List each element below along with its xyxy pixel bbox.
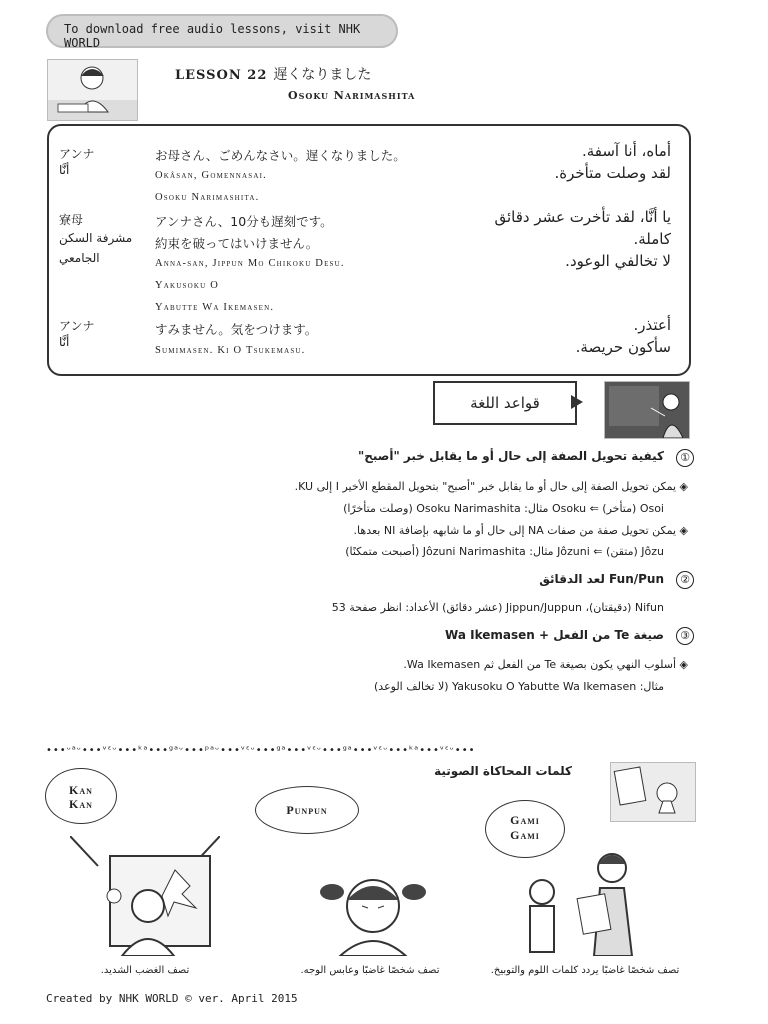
speaker-anna-2 (59, 318, 95, 350)
onomatopoeia-title: كلمات المحاكاة الصوتية (434, 764, 572, 778)
line-3-romaji: Sumimasen. Ki O Tsukemasu. (155, 345, 306, 356)
speaker-name-ar: أنَّا (59, 335, 70, 349)
grammar-heading-2: Fun/Pun لعد الدقائق (539, 572, 664, 586)
line-2-japanese-a: アンナさん、10分も遅刻です。 (155, 214, 333, 229)
arabic-line-7: سأكون حريصة. (575, 338, 671, 356)
arabic-line-2: لقد وصلت متأخرة. (554, 164, 671, 182)
speaker-name-ar: أنَّا (59, 163, 70, 177)
grammar-heading-3: صيغة Te من الفعل + Wa Ikemasen (445, 628, 664, 642)
arabic-line-3: يا أنَّا، لقد تأخرت عشر دقائق (494, 208, 671, 226)
bubble-text: Gami Gami (510, 813, 540, 842)
line-1-romaji-b: Osoku Narimashita. (155, 192, 260, 203)
grammar-example-1: Osoi (متأخر) ⇐ Osoku مثال: Osoku Narimashita (وصلت متأخرًا) (343, 502, 664, 515)
speech-bubble-kankan (45, 768, 117, 824)
grammar-heading-1: كيفية تحويل الصفة إلى حال أو ما يقابل خبر "أصبح" (357, 449, 664, 463)
line-2-romaji-c: Yabutte Wa Ikemasen. (155, 302, 275, 313)
grammar-example-2: Jôzu (متقن) ⇐ Jôzuni مثال: Jôzuni Narimashita (أصبحت متمكنًا) (345, 545, 664, 558)
caption-gamigami: تصف شخصًا غاضبًا يردد كلمات اللوم والتوبيخ. (490, 965, 680, 976)
arabic-line-6: أعتذر. (633, 316, 671, 334)
lesson-number: LESSON 22 (175, 68, 268, 83)
dialog-box (47, 124, 691, 376)
header-illustration (47, 59, 138, 121)
number-1-icon: ① (676, 449, 694, 467)
teacher-illustration (604, 381, 690, 439)
footer-credit: Created by NHK WORLD © ver. April 2015 (46, 992, 298, 1005)
arabic-line-4: كاملة. (633, 230, 671, 248)
decorative-divider: •••ᵕᵃᵕ•••ᵛᵋᵕ•••ᵏᵃ•••ᵍᵃᵕ•••ᵖᵃᵕ•••ᵛᵋᵕ•••ᵍᵃ•••ᵛᵋᵕ•••ᵍᵃ•••ᵛᵋᵕ•••ᵏᵃ•••ᵛᵋᵕ••• (46, 745, 476, 756)
pouting-girl-illustration (318, 860, 428, 956)
bubble-text: Punpun (286, 803, 328, 817)
lesson-title-japanese: 遅くなりました (273, 67, 372, 83)
speech-pointer-icon (571, 395, 583, 409)
line-3-japanese: すみません。気をつけます。 (155, 322, 318, 337)
number-2-icon: ② (676, 571, 694, 589)
speaker-name-ar: مشرفة السكن الجامعي (59, 231, 133, 265)
line-2-romaji-b: Yakusoku O (155, 280, 220, 291)
speaker-name-jp: 寮母 (59, 213, 84, 227)
speech-bubble-punpun (255, 786, 359, 834)
line-1-japanese: お母さん、ごめんなさい。遅くなりました。 (155, 148, 406, 163)
lesson-title-romaji: Osoku Narimashita (288, 89, 416, 102)
line-2-japanese-b: 約束を破ってはいけません。 (155, 236, 319, 251)
angry-man-illustration (70, 836, 220, 956)
banner-text: To download free audio lessons, visit NHK WORLD (64, 22, 361, 50)
line-2-romaji-a: Anna-san, Jippun Mo Chikoku Desu. (155, 258, 345, 269)
scolding-mother-illustration (520, 846, 660, 956)
grammar-bullet-3: ◈ أسلوب النهي يكون بصيغة Te من الفعل ثم Wa Ikemasen. (403, 658, 688, 671)
download-banner[interactable] (46, 14, 398, 48)
line-1-romaji-a: Okâsan, Gomennasai. (155, 170, 267, 181)
bubble-text: Kan Kan (69, 783, 93, 811)
grammar-bullet-2: ◈ يمكن تحويل صفة من صفات NA إلى حال أو ما شابهه بإضافة NI بعدها. (353, 524, 688, 537)
grammar-example-4: مثال: Yakusoku O Yabutte Wa Ikemasen (لا تخالف الوعد) (374, 680, 664, 693)
speaker-name-jp: アンナ (59, 319, 95, 333)
onomatopoeia-illustration (610, 762, 696, 822)
speaker-anna-1 (59, 146, 95, 178)
grammar-label: قواعد اللغة (470, 394, 540, 412)
caption-kankan: تصف الغضب الشديد. (100, 965, 190, 976)
arabic-line-5: لا تخالفي الوعود. (565, 252, 671, 270)
caption-punpun: تصف شخصًا غاضبًا وعابس الوجه. (300, 965, 440, 976)
arabic-line-1: أماه، أنا آسفة. (581, 142, 671, 160)
number-3-icon: ③ (676, 627, 694, 645)
speaker-name-jp: アンナ (59, 147, 95, 161)
speaker-dorm-mother (59, 212, 139, 268)
grammar-bullet-1: ◈ يمكن تحويل الصفة إلى حال أو ما يقابل خبر "أصبح" بتحويل المقطع الأخير I إلى KU. (294, 480, 688, 493)
grammar-label-box (433, 381, 577, 425)
lesson-heading (175, 64, 371, 84)
grammar-example-3: Nifun (دقيقتان)، Jippun/Juppun (عشر دقائق) الأعداد: انظر صفحة 53 (331, 601, 664, 614)
